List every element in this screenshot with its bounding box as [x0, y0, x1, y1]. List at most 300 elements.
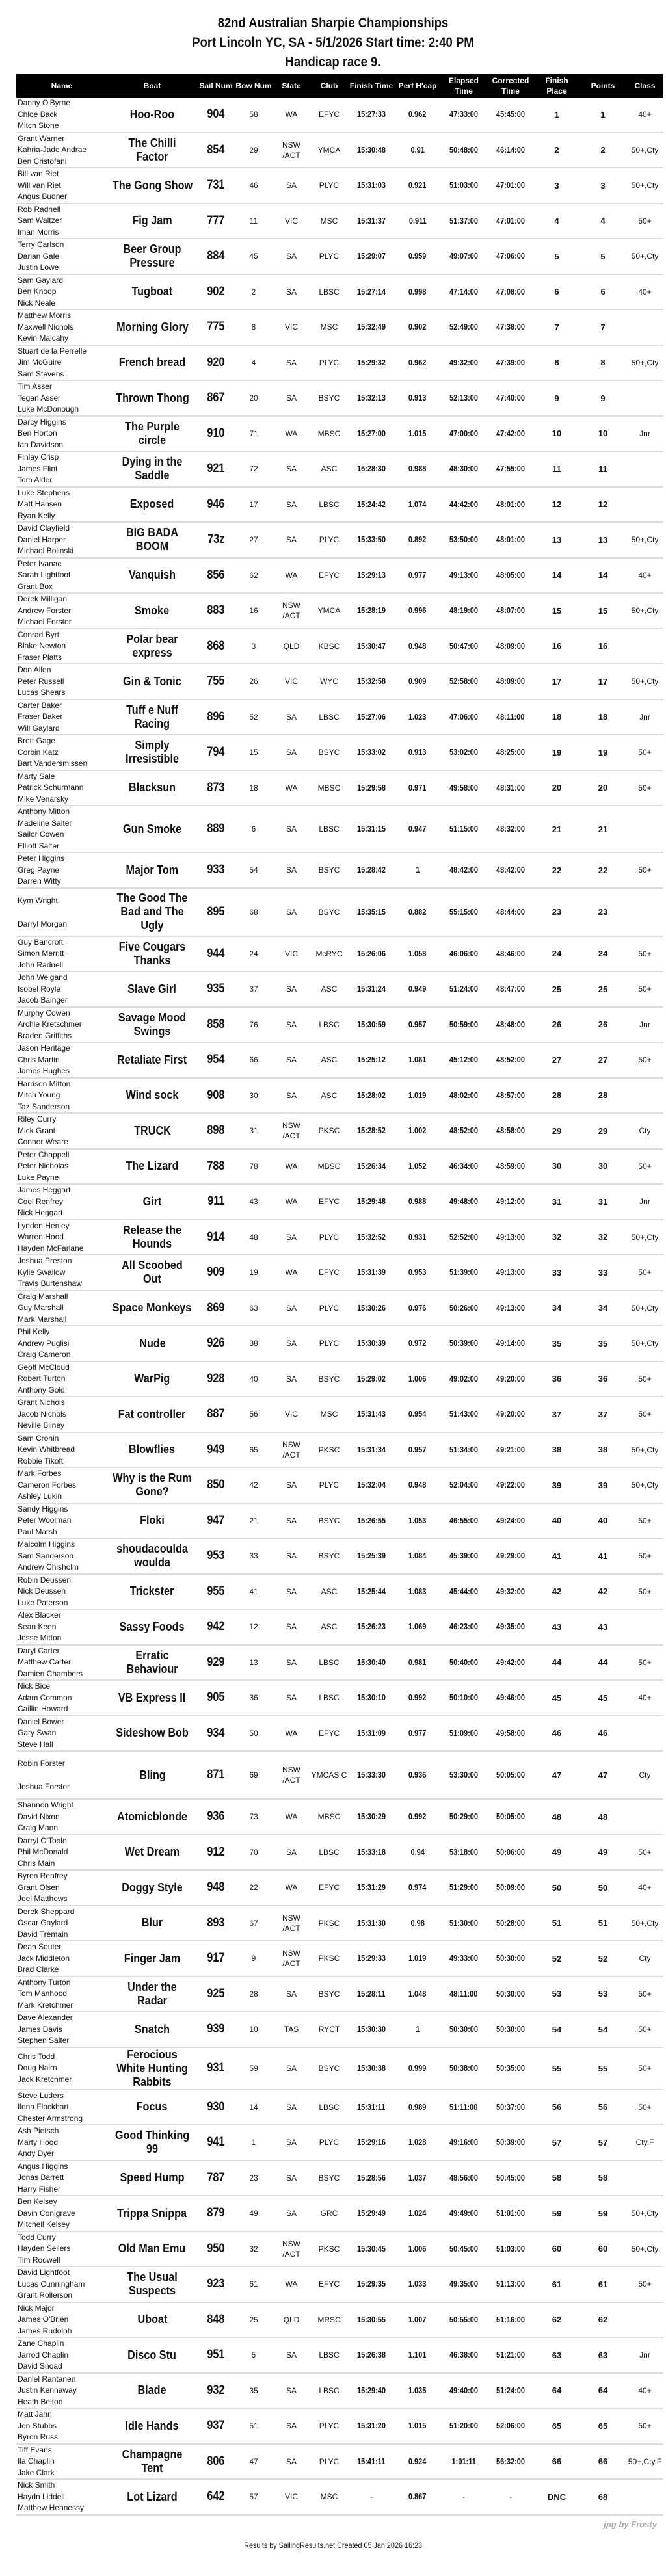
crew-member: Sam Cronin: [18, 1433, 59, 1443]
state: SA: [273, 522, 310, 558]
sail-number: [197, 2408, 235, 2444]
crew-names: [16, 1149, 107, 1185]
finish-time: [348, 1941, 395, 1977]
finish-place: 56: [534, 2090, 579, 2125]
finish-place: 12: [534, 487, 579, 523]
perf-hcap: [395, 1716, 440, 1752]
boat-name-text: Blur: [141, 1916, 163, 1930]
bow-number: 31: [235, 1113, 273, 1149]
crew-member: Hayden McFarlane: [18, 1243, 84, 1253]
table-row: [16, 1007, 663, 1043]
boat-name-text: The Good The Bad and The Ugly: [116, 891, 188, 932]
class: 50+,Cty: [626, 1326, 663, 1361]
finish-place: 63: [534, 2337, 579, 2373]
bow-number: 2: [235, 274, 273, 310]
corrected-time-text: -: [509, 2492, 512, 2502]
table-row: [16, 2267, 663, 2302]
finish-place: 6: [534, 274, 579, 310]
points: 22: [579, 852, 626, 888]
crew-member: James O'Brien: [18, 2315, 69, 2324]
corrected-time-text: 48:09:00: [496, 677, 526, 687]
state: SA: [273, 1503, 310, 1539]
sail-number-text: 889: [207, 822, 225, 835]
class: 50+: [626, 204, 663, 239]
corrected-time-text: 48:09:00: [496, 641, 526, 651]
crew-member: Justin Kennaway: [18, 2385, 77, 2395]
club: LBSC: [310, 2373, 348, 2409]
sail-number: [197, 1716, 235, 1752]
sail-number: [197, 629, 235, 664]
corrected-time: [487, 1255, 534, 1291]
bow-number: 11: [235, 204, 273, 239]
perf-hcap-text: 0.977: [408, 570, 427, 580]
table-row: [16, 1609, 663, 1645]
state: SA: [273, 1078, 310, 1114]
boat-name-text: Dying in the Saddle: [122, 455, 183, 482]
finish-time-text: 15:31:20: [356, 2421, 386, 2431]
state: SA: [273, 2444, 310, 2480]
sail-number-text: 937: [207, 2419, 225, 2433]
table-row: [16, 2125, 663, 2161]
finish-time: [348, 451, 395, 487]
bow-number: 67: [235, 1906, 273, 1941]
crew-names: [16, 735, 107, 770]
finish-time-text: 15:29:02: [356, 1374, 386, 1384]
finish-time: [348, 1835, 395, 1871]
finish-place: 53: [534, 1977, 579, 2012]
crew-member: Sarah Lightfoot: [18, 570, 71, 579]
sail-number: [197, 1799, 235, 1835]
perf-hcap-text: 0.948: [408, 641, 427, 651]
crew-member: Malcolm Higgins: [18, 1540, 75, 1549]
perf-hcap: [395, 1645, 440, 1681]
crew-member: John Radnell: [18, 960, 64, 969]
boat-name: [107, 1361, 197, 1397]
table-row: [16, 345, 663, 381]
elapsed-time-text: 49:13:00: [449, 570, 479, 580]
corrected-time-text: 48:42:00: [496, 865, 526, 875]
finish-time-text: 15:25:44: [356, 1586, 386, 1596]
perf-hcap-text: 1.074: [408, 499, 427, 509]
corrected-time: [487, 2196, 534, 2231]
boat-name-text: Thrown Thong: [115, 391, 189, 404]
sail-number-text: 909: [207, 1265, 225, 1280]
sail-number: [197, 1184, 235, 1220]
corrected-time-text: 50:37:00: [496, 2102, 526, 2112]
finish-time-text: 15:29:58: [356, 783, 386, 793]
corrected-time: [487, 274, 534, 310]
sail-number: [197, 98, 235, 133]
bow-number: 6: [235, 806, 273, 852]
crew-member: David Lightfoot: [18, 2268, 70, 2277]
perf-hcap: [395, 936, 440, 972]
boat-name-text: Fat controller: [118, 1407, 186, 1421]
corrected-time: [487, 1149, 534, 1185]
perf-hcap-text: 0.999: [408, 2064, 427, 2073]
crew-names: [16, 2047, 107, 2090]
elapsed-time: [440, 380, 487, 416]
crew-member: Grant Warner: [18, 133, 65, 143]
finish-place: 24: [534, 936, 579, 972]
column-header-finish-place: Finish Place: [534, 74, 579, 98]
boat-name: [107, 1184, 197, 1220]
crew-names: [16, 852, 107, 888]
class: Cty: [626, 1113, 663, 1149]
boat-name: [107, 1977, 197, 2012]
club: LBSC: [310, 2337, 348, 2373]
club: LBSC: [310, 487, 348, 523]
perf-hcap-text: 1.037: [408, 2173, 427, 2183]
bow-number: 24: [235, 936, 273, 972]
crew-member: Angus Higgins: [18, 2161, 68, 2171]
crew-names: [16, 1007, 107, 1043]
perf-hcap: [395, 1799, 440, 1835]
sail-number-text: 893: [207, 1915, 225, 1930]
bow-number: 23: [235, 2161, 273, 2196]
state: SA: [273, 700, 310, 735]
finish-place: 39: [534, 1467, 579, 1503]
finish-time-text: 15:29:35: [356, 2280, 386, 2289]
boat-name: [107, 1291, 197, 1326]
state: WA: [273, 1799, 310, 1835]
boat-name-text: Tuff e Nuff Racing: [126, 703, 178, 730]
corrected-time-text: 48:05:00: [496, 570, 526, 580]
sail-number-text: 895: [207, 904, 225, 919]
crew-member: Heath Belton: [18, 2397, 63, 2406]
points: 11: [579, 451, 626, 487]
crew-member: Brad Clarke: [18, 1965, 59, 1974]
crew-member: Grant Rollerson: [18, 2291, 73, 2300]
perf-hcap-text: 1.015: [408, 428, 427, 438]
sail-number-text: 787: [207, 2170, 225, 2185]
table-row: [16, 971, 663, 1007]
corrected-time: [487, 168, 534, 204]
crew-member: Luke Stephens: [18, 488, 70, 497]
class: 50+: [626, 770, 663, 806]
corrected-time-text: 49:35:00: [496, 1622, 526, 1632]
sail-number-text: 856: [207, 568, 225, 582]
finish-place: 64: [534, 2373, 579, 2409]
sail-number-text: 806: [207, 2454, 225, 2468]
crew-names: [16, 1574, 107, 1610]
class: 50+: [626, 1361, 663, 1397]
sail-number-text: 929: [207, 1655, 225, 1669]
class: Cty,F: [626, 2125, 663, 2161]
finish-time-text: 15:33:50: [356, 535, 386, 545]
elapsed-time: [440, 1716, 487, 1752]
finish-time: [348, 2444, 395, 2480]
elapsed-time: [440, 2125, 487, 2161]
state: SA: [273, 487, 310, 523]
elapsed-time: [440, 1184, 487, 1220]
sail-number-text: 858: [207, 1017, 225, 1031]
elapsed-time-text: 49:16:00: [449, 2138, 479, 2148]
bow-number: 40: [235, 1361, 273, 1397]
club: PKSC: [310, 2231, 348, 2267]
crew-names: [16, 1255, 107, 1291]
elapsed-time: [440, 2479, 487, 2515]
club: BSYC: [310, 2161, 348, 2196]
state: SA: [273, 2408, 310, 2444]
elapsed-time: [440, 168, 487, 204]
crew-member: Tom Manhood: [18, 1989, 68, 1998]
table-row: [16, 380, 663, 416]
class: 50+: [626, 2047, 663, 2090]
club: MSC: [310, 2479, 348, 2515]
table-row: [16, 239, 663, 274]
crew-member: Harry Fisher: [18, 2184, 61, 2194]
sail-number-text: 933: [207, 863, 225, 877]
finish-time: [348, 770, 395, 806]
corrected-time: [487, 664, 534, 700]
table-row: [16, 936, 663, 972]
crew-names: [16, 1184, 107, 1220]
finish-place: 30: [534, 1149, 579, 1185]
elapsed-time: [440, 133, 487, 168]
state: SA: [273, 2373, 310, 2409]
class: 40+: [626, 2373, 663, 2409]
sail-number-text: 902: [207, 284, 225, 298]
perf-hcap: [395, 2267, 440, 2302]
crew-member: Jim McGuire: [18, 358, 62, 367]
crew-member: Peter Woolman: [18, 1516, 72, 1525]
perf-hcap-text: 0.953: [408, 1268, 427, 1278]
corrected-time-text: 49:46:00: [496, 1693, 526, 1703]
state: WA: [273, 1716, 310, 1752]
finish-time: [348, 2479, 395, 2515]
crew-member: Dave Alexander: [18, 2013, 73, 2022]
table-row: [16, 2231, 663, 2267]
corrected-time: [487, 770, 534, 806]
class: 50+,Cty: [626, 522, 663, 558]
finish-time-text: 15:32:04: [356, 1480, 386, 1490]
boat-name: [107, 1751, 197, 1799]
corrected-time: [487, 735, 534, 770]
finish-time-text: 15:31:30: [356, 1918, 386, 1928]
crew-member: Byron Russ: [18, 2432, 59, 2441]
boat-name: [107, 204, 197, 239]
points: 16: [579, 629, 626, 664]
sail-number: [197, 522, 235, 558]
finish-time-text: 15:30:48: [356, 145, 386, 155]
boat-name-text: Blade: [137, 2384, 167, 2397]
boat-name-text: Old Man Emu: [118, 2242, 186, 2255]
points: 38: [579, 1432, 626, 1468]
column-header-state: State: [273, 74, 310, 98]
crew-member: Sailor Cowen: [18, 830, 64, 839]
corrected-time-text: 48:01:00: [496, 535, 526, 545]
state: NSW /ACT: [273, 1941, 310, 1977]
crew-member: Tim Rodwell: [18, 2255, 60, 2265]
club: RYCT: [310, 2012, 348, 2047]
corrected-time: [487, 416, 534, 452]
elapsed-time-text: 50:48:00: [449, 145, 479, 155]
finish-place: 36: [534, 1361, 579, 1397]
perf-hcap: [395, 888, 440, 936]
points: 19: [579, 735, 626, 770]
points: 37: [579, 1397, 626, 1432]
state: SA: [273, 1361, 310, 1397]
finish-place: 10: [534, 416, 579, 452]
corrected-time-text: 48:52:00: [496, 1055, 526, 1065]
corrected-time-text: 50:05:00: [496, 1812, 526, 1822]
corrected-time: [487, 1503, 534, 1539]
club: MBSC: [310, 416, 348, 452]
perf-hcap-text: 1.101: [408, 2350, 427, 2360]
crew-member: Dean Souter: [18, 1942, 62, 1951]
finish-time: [348, 2231, 395, 2267]
sail-number-text: 931: [207, 2061, 225, 2075]
table-row: [16, 1149, 663, 1185]
sail-number-text: 867: [207, 391, 225, 405]
finish-time-text: 15:32:49: [356, 322, 386, 332]
state: SA: [273, 1645, 310, 1681]
perf-hcap: [395, 2196, 440, 2231]
sail-number: [197, 2012, 235, 2047]
page-subtitle: Port Lincoln YC, SA - 5/1/2026 Start time: 2:40 PM: [192, 35, 474, 50]
corrected-time-text: 56:32:00: [496, 2456, 526, 2466]
corrected-time: [487, 2125, 534, 2161]
corrected-time-text: 47:06:00: [496, 252, 526, 261]
class: 50+,Cty: [626, 1291, 663, 1326]
boat-name: [107, 1680, 197, 1716]
bow-number: 29: [235, 133, 273, 168]
elapsed-time: [440, 2408, 487, 2444]
corrected-time-text: 50:28:00: [496, 1918, 526, 1928]
crew-member: Mick Grant: [18, 1125, 56, 1135]
corrected-time: [487, 1326, 534, 1361]
finish-time-text: 15:30:55: [356, 2315, 386, 2324]
elapsed-time-text: 51:24:00: [449, 984, 479, 994]
elapsed-time-text: 50:10:00: [449, 1693, 479, 1703]
club: PLYC: [310, 345, 348, 381]
boat-name-text: Trickster: [130, 1584, 174, 1598]
finish-place: 11: [534, 451, 579, 487]
elapsed-time-text: 50:47:00: [449, 641, 479, 651]
perf-hcap: [395, 1467, 440, 1503]
crew-member: Matt Hansen: [18, 499, 62, 508]
bow-number: 66: [235, 1042, 273, 1078]
sail-number: [197, 487, 235, 523]
state: SA: [273, 971, 310, 1007]
points: 68: [579, 2479, 626, 2515]
club: LBSC: [310, 2090, 348, 2125]
boat-name: [107, 806, 197, 852]
corrected-time: [487, 2302, 534, 2338]
club: LBSC: [310, 1680, 348, 1716]
finish-time: [348, 1432, 395, 1468]
crew-member: Tegan Asser: [18, 393, 61, 402]
perf-hcap-text: 1: [415, 2025, 420, 2034]
crew-names: [16, 1078, 107, 1114]
finish-time-text: 15:32:13: [356, 393, 386, 403]
table-row: [16, 2090, 663, 2125]
club: PKSC: [310, 1113, 348, 1149]
crew-member: Joshua Forster: [18, 1782, 70, 1791]
crew-names: [16, 888, 107, 936]
bow-number: 1: [235, 2125, 273, 2161]
perf-hcap: [395, 852, 440, 888]
class: Jnr: [626, 2337, 663, 2373]
crew-member: Ben Kelsey: [18, 2197, 57, 2206]
finish-time-text: 15:31:15: [356, 824, 386, 834]
crew-names: [16, 1645, 107, 1681]
class: 50+,Cty: [626, 2231, 663, 2267]
finish-time: [348, 1149, 395, 1185]
boat-name-text: Trippa Snippa: [117, 2206, 187, 2220]
club: PKSC: [310, 1906, 348, 1941]
class: Jnr: [626, 1184, 663, 1220]
bow-number: 78: [235, 1149, 273, 1185]
boat-name-text: The Usual Suspects: [127, 2270, 178, 2298]
state: SA: [273, 1977, 310, 2012]
crew-names: [16, 770, 107, 806]
state: NSW /ACT: [273, 593, 310, 629]
elapsed-time-text: 50:38:00: [449, 2064, 479, 2073]
crew-names: [16, 1977, 107, 2012]
finish-time-text: -: [370, 2492, 373, 2502]
boat-name-text: Ferocious White Hunting Rabbits: [116, 2047, 188, 2088]
sail-number: [197, 2231, 235, 2267]
elapsed-time-text: 45:39:00: [449, 1551, 479, 1561]
sail-number-text: 642: [207, 2490, 225, 2504]
perf-hcap-text: 0.998: [408, 287, 427, 296]
state: NSW /ACT: [273, 1432, 310, 1468]
points: 46: [579, 1716, 626, 1752]
finish-place: 38: [534, 1432, 579, 1468]
boat-name-text: Beer Group Pressure: [123, 243, 181, 270]
elapsed-time: [440, 700, 487, 735]
club: PLYC: [310, 239, 348, 274]
crew-member: James Rudolph: [18, 2326, 72, 2335]
bow-number: 58: [235, 98, 273, 133]
elapsed-time: [440, 1149, 487, 1185]
finish-place: 45: [534, 1680, 579, 1716]
boat-name: [107, 2161, 197, 2196]
finish-time: [348, 1255, 395, 1291]
bow-number: 15: [235, 735, 273, 770]
bow-number: 22: [235, 1870, 273, 1906]
table-row: [16, 1538, 663, 1574]
perf-hcap: [395, 558, 440, 594]
crew-member: John Weigand: [18, 973, 68, 982]
elapsed-time: [440, 2161, 487, 2196]
points: 54: [579, 2012, 626, 2047]
points: 4: [579, 204, 626, 239]
sail-number: [197, 2302, 235, 2338]
class: Jnr: [626, 416, 663, 452]
finish-place: 20: [534, 770, 579, 806]
finish-time: [348, 2373, 395, 2409]
table-row: [16, 1906, 663, 1941]
bow-number: 4: [235, 345, 273, 381]
corrected-time: [487, 700, 534, 735]
boat-name: [107, 487, 197, 523]
state: SA: [273, 1574, 310, 1610]
crew-member: Mike Venarsky: [18, 794, 69, 804]
crew-member: Ashley Lukin: [18, 1492, 62, 1501]
finish-time-text: 15:29:40: [356, 2385, 386, 2395]
finish-time-text: 15:33:18: [356, 1847, 386, 1857]
finish-place: 19: [534, 735, 579, 770]
class: 50+,Cty: [626, 168, 663, 204]
boat-name-text: Disco Stu: [127, 2348, 177, 2361]
elapsed-time: [440, 1326, 487, 1361]
bow-number: 5: [235, 2337, 273, 2373]
crew-member: Darren Witty: [18, 876, 61, 886]
club: LBSC: [310, 806, 348, 852]
crew-member: Daniel Rantanen: [18, 2374, 76, 2384]
